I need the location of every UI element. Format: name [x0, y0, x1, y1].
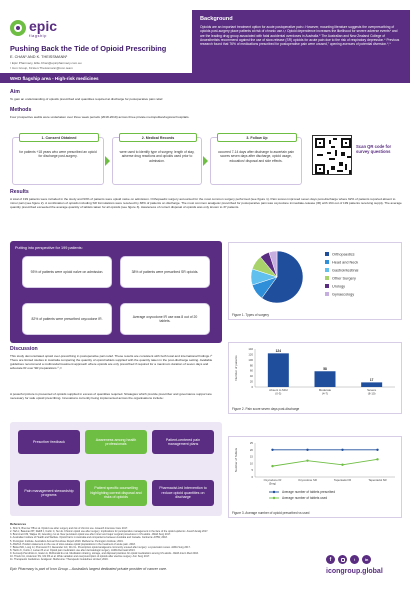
- flagship-banner-text: WHO flagship area - High-risk medicines: [10, 75, 99, 81]
- y-axis-label: Number of patients: [234, 355, 238, 381]
- instagram-icon[interactable]: [338, 555, 347, 564]
- footer-disclaimer: Epic Pharmacy is part of Icon Group – Australia's largest dedicated private provider of cancer care.: [10, 567, 167, 571]
- x-tick-label: (4-7): [321, 391, 329, 396]
- legend-label: Head and Neck: [332, 260, 359, 265]
- reference-item: 5. Penington Institute. Australia's Annual Overdose Report 2019. Melbourne: Penington Institute; 2019.: [10, 539, 124, 543]
- innovation-prescriber-feedback: Prescriber feedback: [18, 430, 80, 454]
- reference-item: 4. Australian Institute of Health and Welfare. Opioid harm in Australia and comparisons between Australia and Canada. Canberra: AIHW; 2018.: [10, 536, 168, 540]
- method-step-3-body: occurred 7-14 days after discharge to ascertain pain scores seven days after discharge, opioid usage, education/ disposal and side effects.: [217, 150, 295, 163]
- figure3-caption: Figure 3. Average number of opioid prescribed vs used: [232, 511, 310, 515]
- reference-item: 9. Kennedy-Hendricks A, Gielen A, McDonald E et al. Medication sharing, storage, and disposal practices for opioid medications among US adults. JAMA Intern Med 2016.: [10, 552, 199, 555]
- legend-label: Urology: [332, 284, 346, 289]
- method-arrow-1-icon: [105, 156, 110, 166]
- figure3-panel: [228, 436, 402, 518]
- method-step-1: [12, 137, 104, 185]
- innovation-awareness: Awareness among health professionals: [85, 430, 147, 454]
- method-step-2: [112, 137, 202, 185]
- bar: [361, 382, 382, 387]
- poster-authors: E. CHAN¹ AND K. THEISSMANN¹: [10, 55, 68, 59]
- methods-body: Four prospective audits were undertaken over three week periods (2018-2019) across three private metropolitan/regional hospitals.: [10, 115, 190, 119]
- y-tick-label: 80: [249, 363, 253, 368]
- stat-opioid-naive: 93% of patients were opioid naïve on admission.: [22, 256, 112, 288]
- method-arrow-2-icon: [203, 156, 208, 166]
- y-tick-label: 0: [251, 385, 253, 389]
- results-heading: Results: [10, 189, 29, 195]
- reference-item: 2. Hah J, Bateman BT, Ratliff J, Curtin C, Sun E. Chronic opioid use after surgery: implications for perioperative management in the face of the opioid epidemic. Anesth Analg 2017.: [10, 530, 209, 534]
- logo-mark-icon: [10, 20, 26, 36]
- methods-heading: Methods: [10, 107, 32, 113]
- x-tick-label: Absent to Mild: [269, 388, 288, 392]
- y-tick-label: 60: [249, 368, 253, 373]
- facebook-icon[interactable]: f: [326, 555, 335, 564]
- y-tick-label: 120: [248, 352, 253, 357]
- bar: [268, 353, 289, 387]
- reference-item: 3. Brummett CM, Waljee JF, Goesling J et al. New persistent opioid use after minor and major surgical procedures in US adults. JAMA Surg 2017.: [10, 533, 171, 537]
- figure1-pie: [229, 243, 403, 313]
- y-tick-label: 25: [249, 441, 253, 445]
- y-tick-label: 5: [251, 468, 253, 473]
- y-axis-label: Number of Tablets: [234, 447, 238, 473]
- y-tick-label: 100: [248, 357, 253, 362]
- stat-sr-opioids: 38% of patients were prescribed SR opioids.: [120, 256, 210, 288]
- series-point: [341, 464, 343, 466]
- footer-url[interactable]: icongroup.global: [326, 568, 383, 575]
- bar-value-label: 124: [275, 349, 281, 354]
- social-icons: [326, 555, 371, 564]
- series-point: [376, 449, 378, 451]
- poster-title: Pushing Back the Tide of Opioid Prescribing: [10, 44, 167, 53]
- y-tick-label: 20: [249, 379, 253, 384]
- logo-subtext: flagship: [29, 32, 47, 38]
- y-tick-label: 20: [249, 447, 253, 452]
- method-step-2-body: were used to identify type of surgery, length of stay, adverse drug reactions and opioids used prior to admission.: [119, 150, 195, 163]
- series-point: [341, 449, 343, 451]
- method-step-1-title: 1. Consent Obtained: [19, 133, 99, 142]
- flagship-banner: [0, 73, 192, 83]
- perspective-heading: Putting into perspective for 199 patients:: [15, 246, 83, 250]
- figure2-caption: Figure 2. Pain score seven days post-discharge: [232, 407, 300, 411]
- background-body: Opioids are an important treatment option for acute postoperative pain.¹ However, mounting literature suggests the overprescribing of opioids post-surgery place patients at risk of chronic use.²,³ Opioid dependence increases the likelihood for severe adverse events⁴ and are the leading drug group associated with fatal accidental overdoses in Australia.⁵ The Australian and New Zealand College of Anaesthetists recommend against the use of slow-release (SR) opioids for acute pain due to the risk of respiratory depression.⁶ Previous research found that 76% of medications prescribed for postoperative pain were unused,⁷ opening avenues of potential diversion.⁸,⁹: [200, 25, 400, 47]
- legend-marker: [273, 491, 275, 493]
- innovation-pharmacist-led: Pharmacist-led intervention to reduce opioid quantities on discharge: [152, 480, 214, 506]
- innovation-stewardship: Pain management stewardship programs: [18, 480, 80, 506]
- legend-swatch: [325, 260, 329, 264]
- series-point: [271, 449, 273, 451]
- method-step-3-title: 3. Follow Up: [217, 133, 297, 142]
- stat-oxycodone-use: Average oxycodone IR use was 8 out of 20 tablets.: [120, 303, 210, 335]
- background-panel: [192, 10, 410, 83]
- footer-bar: [0, 573, 410, 589]
- x-tick-label: Oxycodone SR: [298, 478, 317, 482]
- legend-swatch: [325, 252, 329, 256]
- y-tick-label: 140: [248, 347, 253, 351]
- legend-label: Gynaecology: [332, 292, 355, 297]
- legend-swatch: [325, 284, 329, 288]
- qr-code-icon[interactable]: [312, 135, 352, 175]
- bar-value-label: 17: [369, 378, 374, 383]
- x-tick-label: Tapentadol SR: [368, 478, 387, 482]
- legend-label: Average number of tablets used: [282, 496, 328, 501]
- x-tick-label: (5mg): [268, 481, 277, 486]
- x-tick-label: Oxycodone IR: [263, 478, 282, 482]
- reference-item: 10. Thiels CA, Anderson SS, Ubl DS et al. Wide variation and overprescription of opioids after elective surgery. Ann Surg 2017.: [10, 555, 150, 559]
- legend-swatch: [325, 268, 329, 272]
- legend-marker: [273, 497, 275, 499]
- figure2-bar-chart: [229, 343, 403, 405]
- reference-item: 6. ANZCA. Position statement on the use of slow-release opioid preparations in the treatment of acute pain. 2018.: [10, 542, 136, 546]
- legend-label: Orthopaedics: [332, 252, 355, 257]
- series-line: [273, 459, 378, 466]
- reference-item: 8. Harris K, Curtis J, Larsen B et al. Opioid pain medication use after dermatologic surgery. JAMA Dermatol 2013.: [10, 548, 136, 552]
- x-tick-label: Moderate: [318, 388, 332, 392]
- discussion-body-2: A powerful picture is presented of opioids supplied in excess of quantities required. Strategies which provide prescriber and governance support are necessary for safe opioid prescribing. Innovations currently being implemented across the organisations include:: [10, 392, 212, 401]
- series-point: [306, 449, 308, 451]
- y-tick-label: 15: [249, 454, 253, 459]
- reference-item: 11. Therapeutic Guidelines. Analgesic. Melbourne: Therapeutic Guidelines Limited; 2019.: [10, 558, 109, 562]
- logo: [10, 17, 80, 39]
- figure2-panel: [228, 342, 402, 414]
- bar: [315, 371, 336, 387]
- reference-item: 7. Bicket MC, Long JJ, Pronovost PJ, Alexander GC, Wu CL. Prescription opioid analgesics commonly unused after surgery: a systematic review. JAMA Surg 2017.: [10, 545, 191, 549]
- legend-label: Average number of tablets prescribed: [282, 490, 336, 495]
- aim-body: To gain an understanding of opioids prescribed and quantities required at discharge for postoperative pain relief.: [10, 97, 164, 101]
- references-heading: References: [10, 522, 27, 526]
- series-point: [271, 465, 273, 467]
- x-tick-label: (8-10): [367, 391, 376, 396]
- y-tick-label: 40: [249, 374, 253, 379]
- background-heading: Background: [200, 16, 233, 22]
- discussion-heading: Discussion: [10, 346, 38, 352]
- innovation-counselling: Patient specific counselling highlighting correct disposal and risks of opioids: [85, 480, 147, 506]
- reference-item: 1. Shin S, Brenner HB et al. Opioid use after surgery and risk of chronic use. Anaesth Intensive Care 2017.: [10, 527, 128, 530]
- method-step-3: [210, 137, 302, 185]
- affiliation-1: ¹ Epic Pharmacy, Ellie.Chan@epicpharmacy.com.au: [10, 61, 82, 65]
- x-tick-label: Severe: [367, 388, 377, 392]
- legend-swatch: [325, 292, 329, 296]
- figure1-panel: [228, 242, 402, 320]
- results-body: A total of 199 patients were included in the study and 93% of patients were opioid naïve on admission. Orthopaedic surgery accounted for the most common surgery performed (see figure 1). Pain scores improved seven days post-discharge where 62% of patients reported absent to minor pain (see figure 2). A combination of opioids including SR formulations were received by 38% of patients on discharge. The most common analgesic prescribed for postoperative pain was oxycodone immediate-release (IR) with 164 out of 199 patients receiving supply. The average quantity prescribed exceeded the average quantity of tablets taken for all opioids (see figure 3). Awareness of correct disposal of opioids was only known to 37 patients.: [10, 197, 402, 210]
- bar-value-label: 58: [323, 367, 327, 372]
- x-tick-label: Tapentadol IR: [333, 478, 352, 482]
- aim-heading: Aim: [10, 89, 20, 95]
- y-tick-label: 10: [249, 461, 253, 466]
- method-step-1-body: for patients +18 years who were prescribed an opioid for discharge post-surgery.: [19, 150, 97, 159]
- legend-label: Other Surgery: [332, 276, 356, 281]
- stat-oxycodone-ir: 82% of patients were prescribed oxycodone IR.: [22, 303, 112, 335]
- legend-swatch: [325, 276, 329, 280]
- series-point: [376, 458, 378, 460]
- affiliation-2: ² Icon Group, Kirsten.Theissmann@icon.team: [10, 65, 73, 70]
- qr-caption: Scan QR code for survey questions: [356, 144, 392, 155]
- y-tick-label: 0: [251, 475, 253, 479]
- discussion-body-1: This study demonstrated opioid over-prescribing in postoperative pain relief. These results are consistent with both local and international findings.¹⁰ There are limited studies in Australia comparing the quantity of opioid tablets supplied with the quantity taken in the post-discharge setting. Available guidelines recommend a multimodal treatment approach where opioids are only prescribed if required for a maximum duration of seven days and advocate IR over SR preparations.⁶,¹¹: [10, 354, 213, 371]
- figure3-line-chart: [229, 437, 403, 509]
- logo-text: epic: [29, 17, 58, 34]
- twitter-icon[interactable]: t: [350, 555, 359, 564]
- legend-label: Gastrointestinal: [332, 268, 359, 273]
- series-point: [306, 459, 308, 461]
- figure1-caption: Figure 1. Types of surgery: [232, 313, 269, 317]
- x-tick-label: (0-3): [275, 391, 282, 396]
- method-step-2-title: 2. Medical Records: [119, 133, 197, 142]
- innovation-pain-plans: Patient-centered pain management plans: [152, 430, 214, 454]
- linkedin-icon[interactable]: in: [362, 555, 371, 564]
